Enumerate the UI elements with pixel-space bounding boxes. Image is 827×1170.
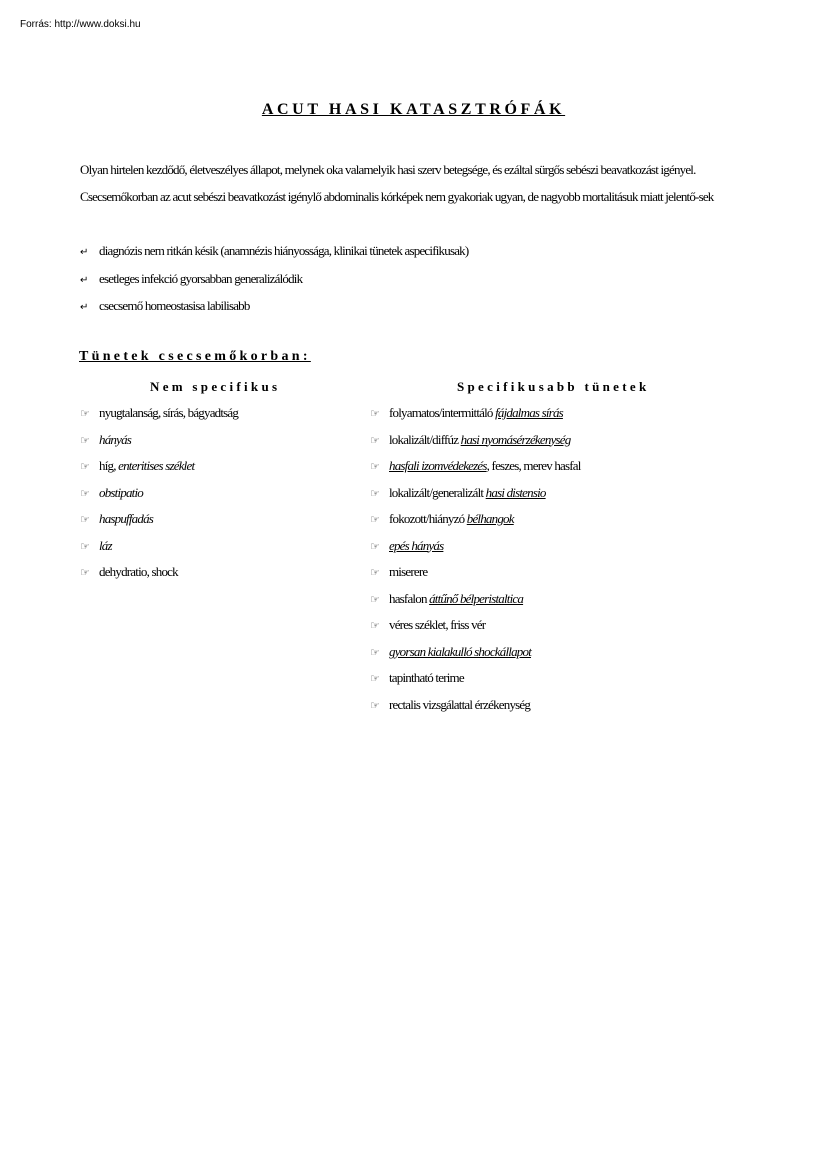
list-item: ☞ lokalizált/diffúz hasi nyomásérzékenység bbox=[370, 427, 581, 454]
pointing-hand-icon: ☞ bbox=[370, 672, 380, 685]
section-title: Tünetek csecsemőkorban: bbox=[79, 349, 311, 364]
pointing-hand-icon: ☞ bbox=[80, 486, 90, 500]
list-item: ☞ gyorsan kialakulló shockállapot bbox=[370, 639, 581, 666]
pointing-hand-icon: ☞ bbox=[80, 513, 90, 526]
pointing-hand-icon: ☞ bbox=[80, 539, 90, 553]
reasons-list bbox=[80, 237, 468, 320]
pointing-hand-icon: ☞ bbox=[370, 460, 380, 473]
pointing-hand-icon: ☞ bbox=[370, 619, 380, 632]
pointing-hand-icon: ☞ bbox=[370, 592, 380, 606]
list-item: ☞ fokozott/hiányzó bélhangok bbox=[370, 506, 581, 533]
pointing-hand-icon: ☞ bbox=[80, 566, 90, 579]
pointing-hand-icon: ☞ bbox=[80, 433, 90, 447]
pointing-hand-icon: ☞ bbox=[370, 433, 380, 447]
pointing-hand-icon: ☞ bbox=[80, 460, 90, 473]
list-item: ☞ haspuffadás bbox=[80, 506, 238, 533]
pointing-hand-icon: ☞ bbox=[370, 645, 380, 659]
pointing-hand-icon: ☞ bbox=[80, 407, 90, 420]
pointing-hand-icon: ☞ bbox=[370, 486, 380, 500]
pointing-hand-icon: ☞ bbox=[370, 513, 380, 526]
nonspecific-symptom-list bbox=[80, 400, 238, 586]
specific-symptom-list bbox=[370, 400, 581, 718]
list-item: ☞ híg, enteritises széklet bbox=[80, 453, 238, 480]
list-item: ☞ hasfalon áttűnő bélperistaltica bbox=[370, 586, 581, 613]
list-item: ☞ dehydratio, shock bbox=[80, 559, 238, 586]
return-arrow-icon: ↵ bbox=[80, 247, 89, 258]
source-link[interactable]: Forrás: http://www.doksi.hu bbox=[20, 19, 141, 30]
pointing-hand-icon: ☞ bbox=[370, 539, 380, 553]
pointing-hand-icon: ☞ bbox=[370, 407, 380, 420]
list-item: ☞ láz bbox=[80, 533, 238, 560]
page-title bbox=[0, 101, 827, 119]
pointing-hand-icon: ☞ bbox=[370, 698, 380, 712]
list-item: ↵ esetleges infekció gyorsabban generalizálódik bbox=[80, 265, 468, 293]
list-item: ☞ hányás bbox=[80, 427, 238, 454]
list-item: ☞ rectalis vizsgálattal érzékenység bbox=[370, 692, 581, 719]
return-arrow-icon: ↵ bbox=[80, 274, 89, 286]
list-item: ↵ diagnózis nem ritkán késik (anamnézis hiányossága, klinikai tünetek aspecifikusak) bbox=[80, 237, 468, 265]
list-item: ↵ csecsemő homeostasisa labilisabb bbox=[80, 292, 468, 320]
intro-paragraphs bbox=[80, 157, 760, 210]
list-item: ☞ obstipatio bbox=[80, 480, 238, 507]
intro-infancy: Csecsemőkorban az acut sebészi beavatkozást igénylő abdominalis kórképek nem gyakoriak ugyan, de nagyobb mortalitásuk miatt jelentő-sek bbox=[80, 188, 714, 204]
page-title-text: ACUT HASI KATASZTRÓFÁK bbox=[261, 101, 566, 118]
return-arrow-icon: ↵ bbox=[80, 302, 89, 313]
list-item: ☞ véres széklet, friss vér bbox=[370, 612, 581, 639]
list-item: ☞ tapintható terime bbox=[370, 665, 581, 692]
pointing-hand-icon: ☞ bbox=[370, 566, 380, 579]
list-item: ☞ miserere bbox=[370, 559, 581, 586]
column-heading-specific: Specifikusabb tünetek bbox=[457, 379, 650, 394]
list-item: ☞ hasfali izomvédekezés, feszes, merev hasfal bbox=[370, 453, 581, 480]
intro-definition: Olyan hirtelen kezdődő, életveszélyes állapot, melynek oka valamelyik hasi szerv betegsége, és ezáltal sürgős sebészi beavatkozást igényel. bbox=[80, 162, 696, 177]
column-heading-nonspecific: Nem specifikus bbox=[150, 379, 281, 394]
list-item: ☞ nyugtalanság, sírás, bágyadtság bbox=[80, 400, 238, 427]
list-item: ☞ folyamatos/intermittáló fájdalmas sírás bbox=[370, 400, 581, 427]
list-item: ☞ lokalizált/generalizált hasi distensio bbox=[370, 480, 581, 507]
list-item: ☞ epés hányás bbox=[370, 533, 581, 560]
